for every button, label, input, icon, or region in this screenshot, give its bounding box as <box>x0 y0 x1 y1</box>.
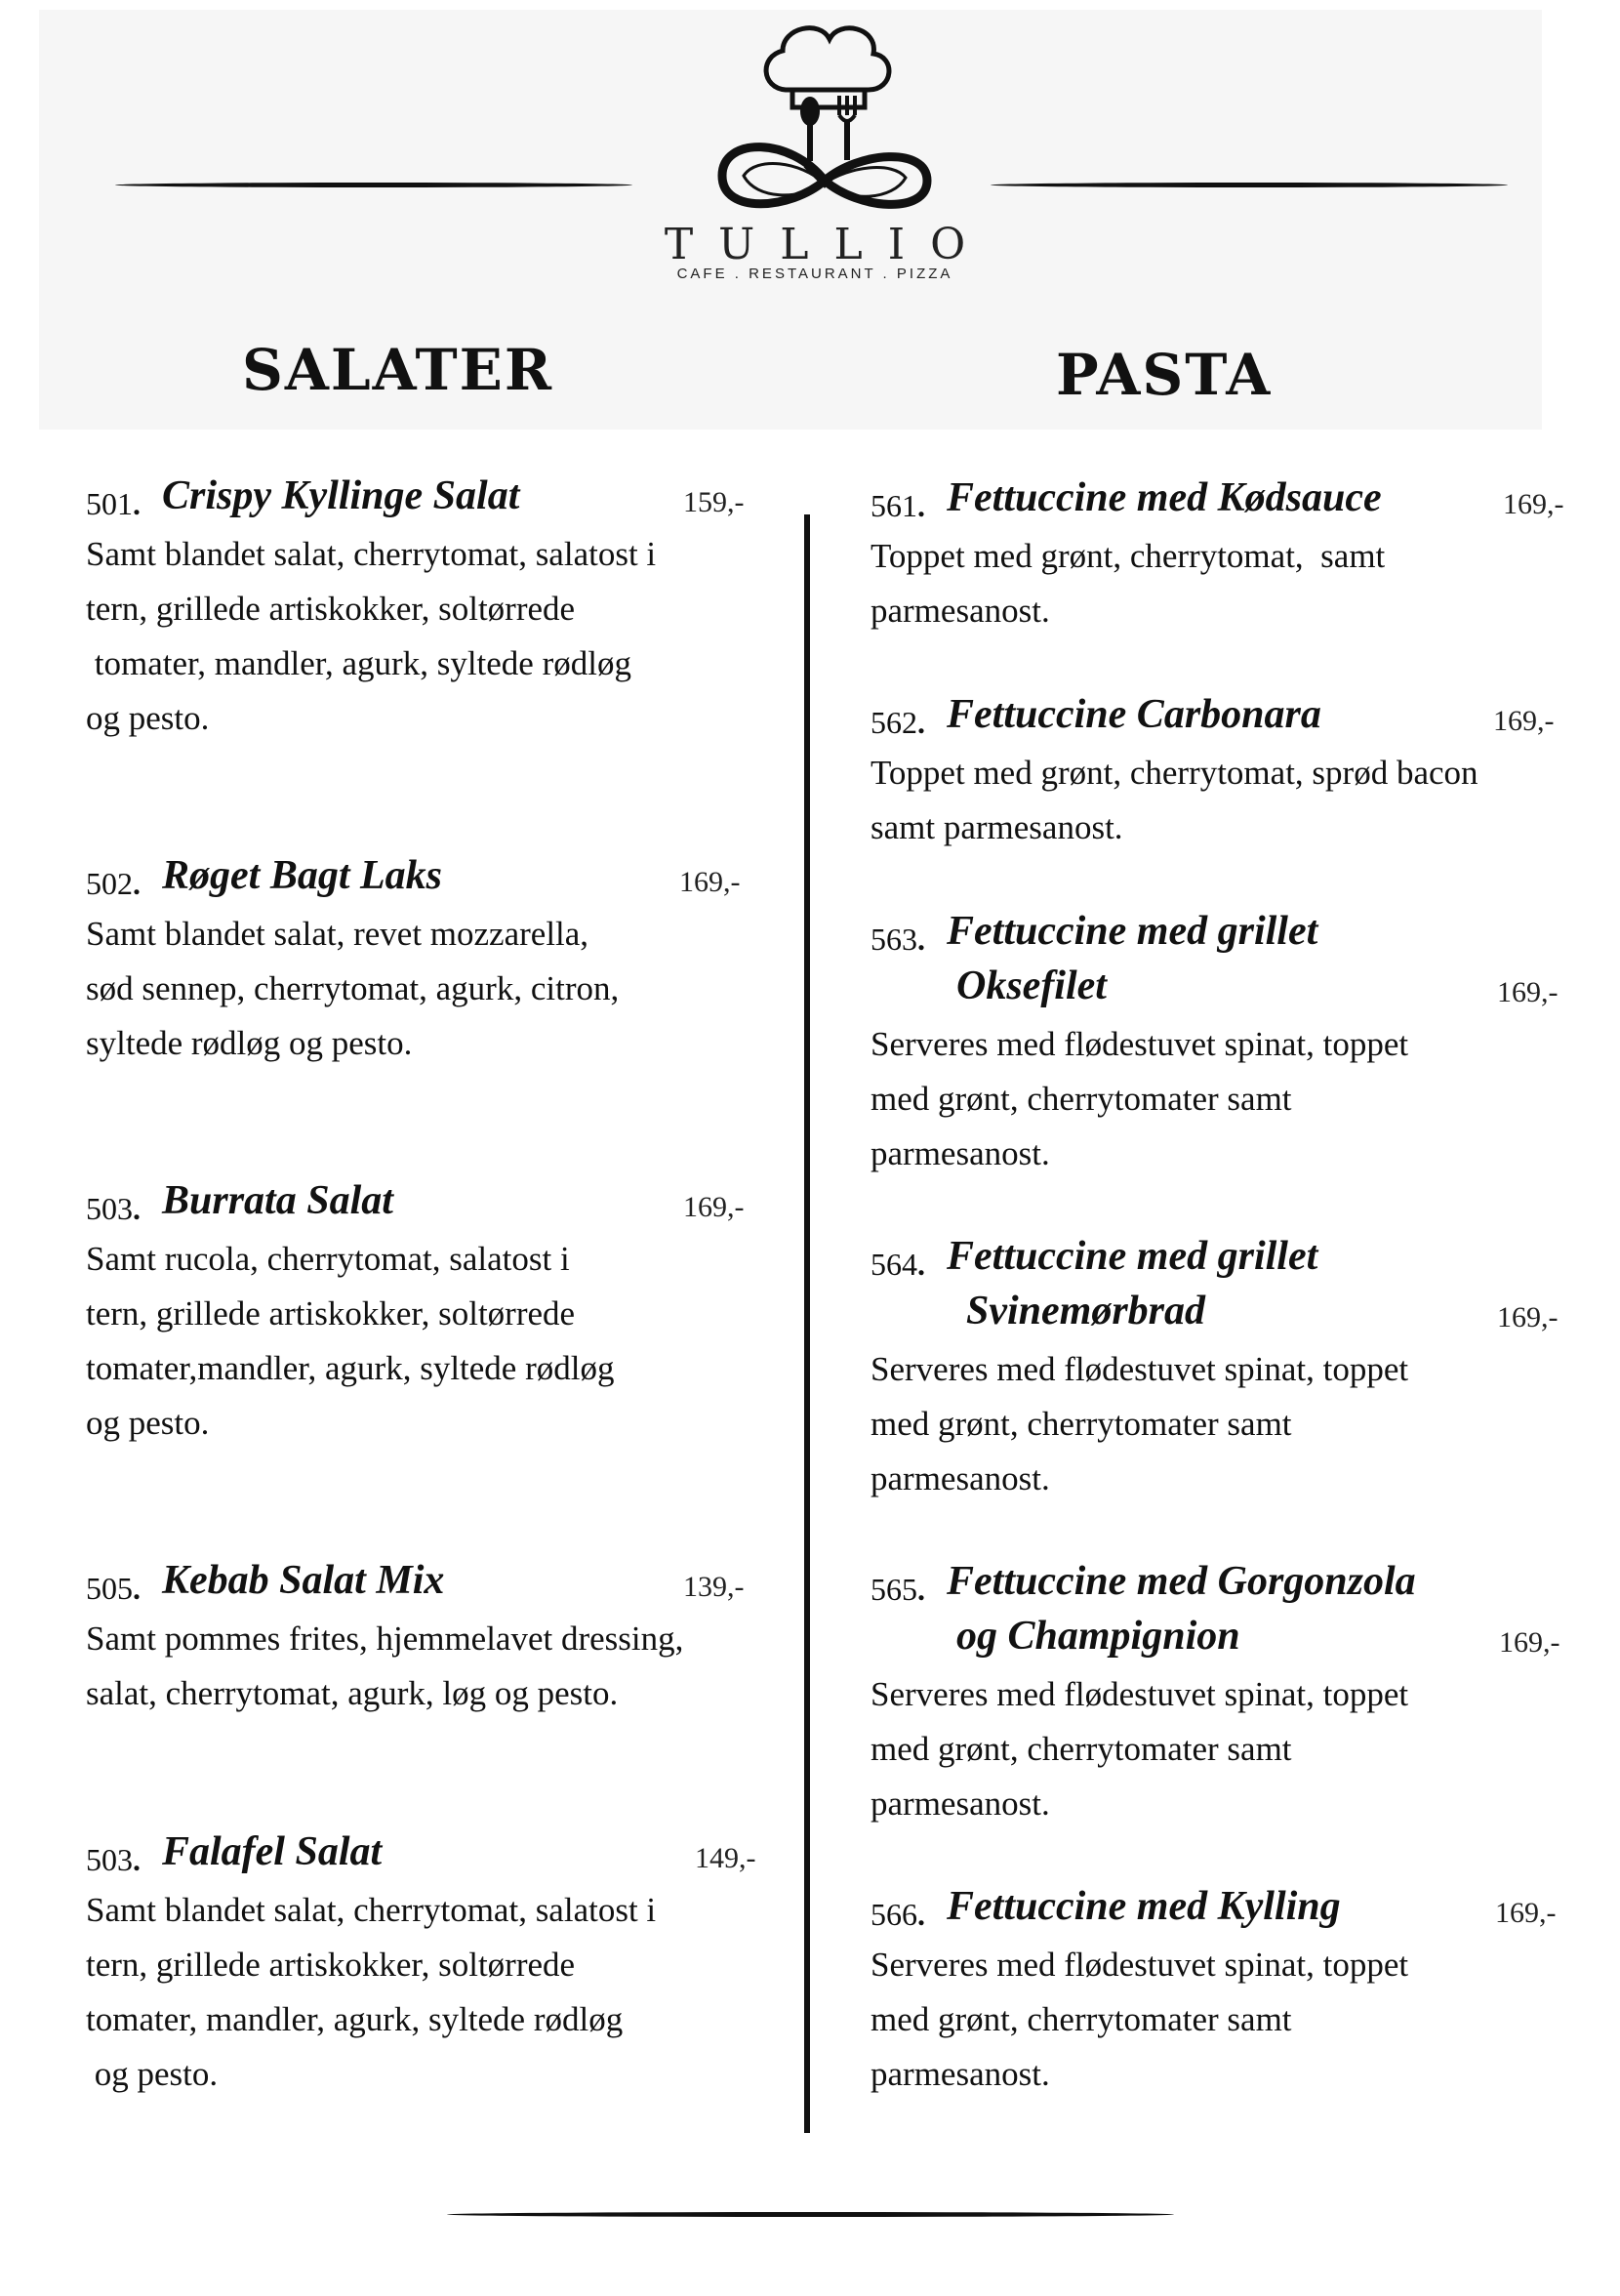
item-description: Serveres med flødestuvet spinat, toppet med grønt, cherrytomater samt parmesanost. <box>871 1946 1409 2093</box>
item-description: Samt blandet salat, cherrytomat, salatost i tern, grillede artiskokker, soltørrede tomater, mandler, agurk, syltede rødløg og pesto. <box>86 535 657 737</box>
item-price: 169,- <box>1493 705 1555 737</box>
item-name: Røget Bagt Laks <box>162 853 443 898</box>
item-number: 502 <box>86 866 133 901</box>
menu-item-pasta: 566. Fettuccine med Kylling 169,- Serveres med flødestuvet spinat, toppet med grønt, cherrytomater samt parmesanost. <box>871 1883 1583 2102</box>
footer-rule <box>447 2212 1174 2217</box>
item-price: 169,- <box>1495 1897 1557 1929</box>
item-description: Serveres med flødestuvet spinat, toppet med grønt, cherrytomater samt parmesanost. <box>871 1350 1409 1497</box>
item-number: 565 <box>871 1572 917 1607</box>
section-title-pasta: PASTA <box>1056 342 1273 408</box>
item-name-continued: Oksefilet <box>956 964 1107 1008</box>
item-description: Serveres med flødestuvet spinat, toppet med grønt, cherrytomater samt parmesanost. <box>871 1675 1409 1823</box>
item-name-continued: og Champignion <box>956 1614 1240 1659</box>
item-number: 503 <box>86 1842 133 1877</box>
item-name: Fettuccine med Kylling <box>947 1884 1341 1929</box>
item-description: Serveres med flødestuvet spinat, toppet med grønt, cherrytomater samt parmesanost. <box>871 1025 1409 1172</box>
item-price: 169,- <box>679 866 741 898</box>
menu-item-pasta: 564. Fettuccine med grillet Svinemørbrad 169,- Serveres med flødestuvet spinat, toppet med grønt, cherrytomater samt parmesanost. <box>871 1233 1583 1506</box>
item-number: 561 <box>871 488 917 523</box>
item-number: 562 <box>871 705 917 740</box>
item-number: 564 <box>871 1247 917 1282</box>
item-number: 503 <box>86 1191 133 1226</box>
menu-item-pasta: 563. Fettuccine med grillet Oksefilet 169,- Serveres med flødestuvet spinat, toppet med grønt, cherrytomater samt parmesanost. <box>871 908 1583 1181</box>
brand-tagline: CAFE . RESTAURANT . PIZZA <box>676 266 953 282</box>
item-description: Toppet med grønt, cherrytomat, sprød bacon samt parmesanost. <box>871 754 1478 846</box>
item-price: 169,- <box>1503 488 1564 520</box>
menu-item-salad: 503. Burrata Salat 169,- Samt rucola, cherrytomat, salatost i tern, grillede artiskokker, soltørrede tomater,mandler, agurk, syltede rødløg og pesto. <box>86 1177 769 1451</box>
item-number: 563 <box>871 922 917 957</box>
item-name-continued: Svinemørbrad <box>966 1289 1206 1333</box>
item-name: Fettuccine med grillet <box>947 909 1318 954</box>
item-price: 169,- <box>1499 1626 1560 1659</box>
menu-item-salad: 501. Crispy Kyllinge Salat 159,- Samt blandet salat, cherrytomat, salatost i tern, grillede artiskokker, soltørrede tomater, mandler, agurk, syltede rødløg og pesto. <box>86 472 769 746</box>
item-name: Fettuccine med Gorgonzola <box>947 1559 1416 1604</box>
item-price: 169,- <box>1497 1301 1559 1333</box>
item-name: Falafel Salat <box>162 1829 383 1874</box>
menu-item-salad: 505. Kebab Salat Mix 139,- Samt pommes frites, hjemmelavet dressing, salat, cherrytomat, agurk, løg og pesto. <box>86 1557 769 1721</box>
header-rule-right <box>991 183 1508 187</box>
item-description: Samt pommes frites, hjemmelavet dressing, salat, cherrytomat, agurk, løg og pesto. <box>86 1620 684 1712</box>
item-description: Samt blandet salat, revet mozzarella, sød sennep, cherrytomat, agurk, citron, syltede rødløg og pesto. <box>86 915 620 1062</box>
item-price: 149,- <box>695 1842 756 1874</box>
item-price: 139,- <box>683 1571 745 1603</box>
header-rule-left <box>115 183 632 187</box>
item-description: Samt rucola, cherrytomat, salatost i tern, grillede artiskokker, soltørrede tomater,mandler, agurk, syltede rødløg og pesto. <box>86 1240 615 1442</box>
menu-item-pasta: 562. Fettuccine Carbonara 169,- Toppet med grønt, cherrytomat, sprød bacon samt parmesanost. <box>871 691 1583 855</box>
item-name: Fettuccine med grillet <box>947 1234 1318 1279</box>
menu-item-pasta: 561. Fettuccine med Kødsauce 169,- Toppet med grønt, cherrytomat, samt parmesanost. <box>871 474 1583 638</box>
item-description: Samt blandet salat, cherrytomat, salatost i tern, grillede artiskokker, soltørrede tomater, mandler, agurk, syltede rødløg og pesto. <box>86 1891 657 2093</box>
item-price: 159,- <box>683 486 745 518</box>
section-title-salads: SALATER <box>242 337 554 403</box>
item-price: 169,- <box>1497 976 1559 1008</box>
menu-item-salad: 502. Røget Bagt Laks 169,- Samt blandet salat, revet mozzarella, sød sennep, cherrytomat, agurk, citron, syltede rødløg og pesto. <box>86 852 769 1071</box>
item-name: Crispy Kyllinge Salat <box>162 473 520 518</box>
menu-item-salad: 503. Falafel Salat 149,- Samt blandet salat, cherrytomat, salatost i tern, grillede artiskokker, soltørrede tomater, mandler, agurk, syltede rødløg og pesto. <box>86 1828 789 2102</box>
item-name: Fettuccine med Kødsauce <box>947 475 1382 520</box>
item-description: Toppet med grønt, cherrytomat, samt parmesanost. <box>871 537 1386 630</box>
item-number: 501 <box>86 486 133 521</box>
item-name: Burrata Salat <box>162 1178 393 1223</box>
menu-item-pasta: 565. Fettuccine med Gorgonzola og Champignion 169,- Serveres med flødestuvet spinat, toppet med grønt, cherrytomater samt parmesanost. <box>871 1558 1583 1831</box>
brand-name: TULLIO <box>664 220 992 269</box>
item-price: 169,- <box>683 1191 745 1223</box>
item-number: 566 <box>871 1897 917 1932</box>
item-name: Kebab Salat Mix <box>162 1558 445 1603</box>
item-name: Fettuccine Carbonara <box>947 692 1321 737</box>
item-number: 505 <box>86 1571 133 1606</box>
column-divider <box>804 514 810 2133</box>
